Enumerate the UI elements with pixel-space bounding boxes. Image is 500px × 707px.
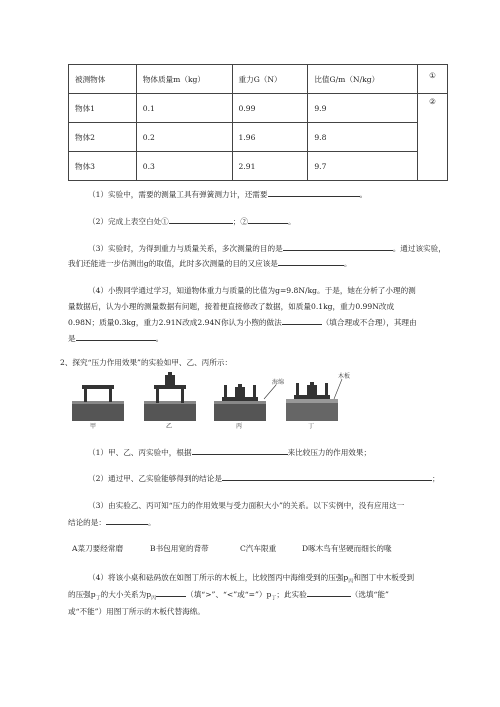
q1-part3-line1: （3）实验时，为得到重力与质量关系，多次测量的目的是 。通过该实验， <box>88 244 446 253</box>
table-header-cell: 重力G（N） <box>232 65 308 94</box>
table-cell: 物体3 <box>69 152 137 181</box>
answer-blank[interactable] <box>268 189 360 197</box>
q2-part3-line1: （3）由实验乙、丙可知“压力的作用效果与受力面积大小”的关系。以下实例中，没有应用这一 <box>88 501 405 510</box>
answer-blank[interactable] <box>192 447 288 455</box>
figure-ding <box>286 379 342 421</box>
table-cell: 9.8 <box>308 123 418 152</box>
table-cell: 0.3 <box>136 152 232 181</box>
pressure-experiment-figure <box>64 363 444 430</box>
table-row <box>69 123 448 152</box>
figure-label-board: 木板 <box>338 373 351 380</box>
answer-blank[interactable] <box>156 589 186 597</box>
answer-blank[interactable] <box>222 473 432 481</box>
table-row <box>69 94 448 123</box>
table-cell: 0.2 <box>136 123 232 152</box>
table-cell: ② <box>418 94 448 181</box>
table-cell: 物体1 <box>69 94 137 123</box>
answer-blank[interactable] <box>106 517 148 525</box>
answer-blank[interactable] <box>282 317 322 325</box>
choice-a[interactable]: A菜刀要经常磨 <box>72 544 124 553</box>
figure-label-ding: 丁 <box>308 423 315 430</box>
table-header-cell: 比值G/m（N/kg） <box>308 65 418 94</box>
q1-part4-line1: （4）小煦同学通过学习，知道物体重力与质量的比值为g=9.8N/kg。于是，她在分析了小理的测 <box>88 286 416 295</box>
figure-yi <box>144 372 196 421</box>
q1-part2: （2）完成上表空白处① ；② 。 <box>88 217 296 226</box>
q1-part3-line2: 我们还能进一步估测出g的取值，此时多次测量的目的又应该是 。 <box>68 259 352 268</box>
q2-part2: （2）通过甲、乙实验能够得到的结论是 ； <box>88 474 440 483</box>
measurement-table <box>68 64 448 181</box>
figure-bing <box>214 384 276 421</box>
choice-c[interactable]: C汽车限重 <box>240 544 277 553</box>
experiment-illustration <box>64 363 444 427</box>
table-cell: 9.7 <box>308 152 418 181</box>
answer-blank[interactable] <box>169 216 233 224</box>
answer-blank[interactable] <box>283 243 393 251</box>
table-header-cell: 被测物体 <box>69 65 137 94</box>
choice-d[interactable]: D啄木鸟有坚硬而细长的喙 <box>302 544 392 553</box>
q2-part4-line3: 或“不能”）用图丁所示的木板代替海绵。 <box>68 607 205 616</box>
q2-part4-line2: 的压强$p_丁$的大小关系为$p_丙$ （填“>”、“<”或“$=”)p_丁$；此实验 （选填“能” <box>68 590 389 602</box>
q2-part4-line1: （4）将该小桌和砝码放在如图丁所示的木板上，比较图丙中海绵受到的压强$p_丙$和图丁中木板受到 <box>88 573 415 585</box>
table-header-cell: 物体质量m（kg） <box>136 65 232 94</box>
q2-part1: （1）甲、乙、丙实验中，根据 来比较压力的作用效果； <box>88 448 372 457</box>
figure-label-jia: 甲 <box>90 423 97 430</box>
table-cell: 1.96 <box>232 123 308 152</box>
q1-part4-line4: 是 。 <box>68 334 164 343</box>
table-cell: 0.99 <box>232 94 308 123</box>
table-row <box>69 152 448 181</box>
table-cell: 0.1 <box>136 94 232 123</box>
q1-part4-line2: 量数据后，认为小理的测量数据有问题，接着便直接修改了数据，如质量0.1kg，重力0.99N改成 <box>68 302 395 311</box>
table-header-cell: ① <box>418 65 448 94</box>
answer-blank[interactable] <box>307 589 351 597</box>
table-cell: 2.91 <box>232 152 308 181</box>
table-header-row <box>69 65 448 94</box>
table-cell: 9.9 <box>308 94 418 123</box>
figure-label-sponge: 海绵 <box>272 379 285 386</box>
figure-jia <box>72 385 124 421</box>
choice-b[interactable]: B书包用宽的背带 <box>150 544 209 553</box>
answer-blank[interactable] <box>278 258 344 266</box>
figure-label-yi: 乙 <box>166 423 173 430</box>
q2-part3-line2: 结论的是： 。 <box>68 518 156 527</box>
table-cell: 物体2 <box>69 123 137 152</box>
q2-title: 2、探究“压力作用效果”的实验如甲、乙、丙所示： <box>60 358 233 367</box>
figure-label-bing: 丙 <box>236 423 243 430</box>
answer-blank[interactable] <box>76 333 156 341</box>
answer-blank[interactable] <box>248 216 288 224</box>
q1-part1: （1）实验中，需要的测量工具有弹簧测力计，还需要 。 <box>88 190 368 199</box>
q1-part4-line3: 0.98N；质量0.3kg，重力2.91N改成2.94N你认为小煦的做法 （填合理或不合理），其理由 <box>68 318 417 327</box>
